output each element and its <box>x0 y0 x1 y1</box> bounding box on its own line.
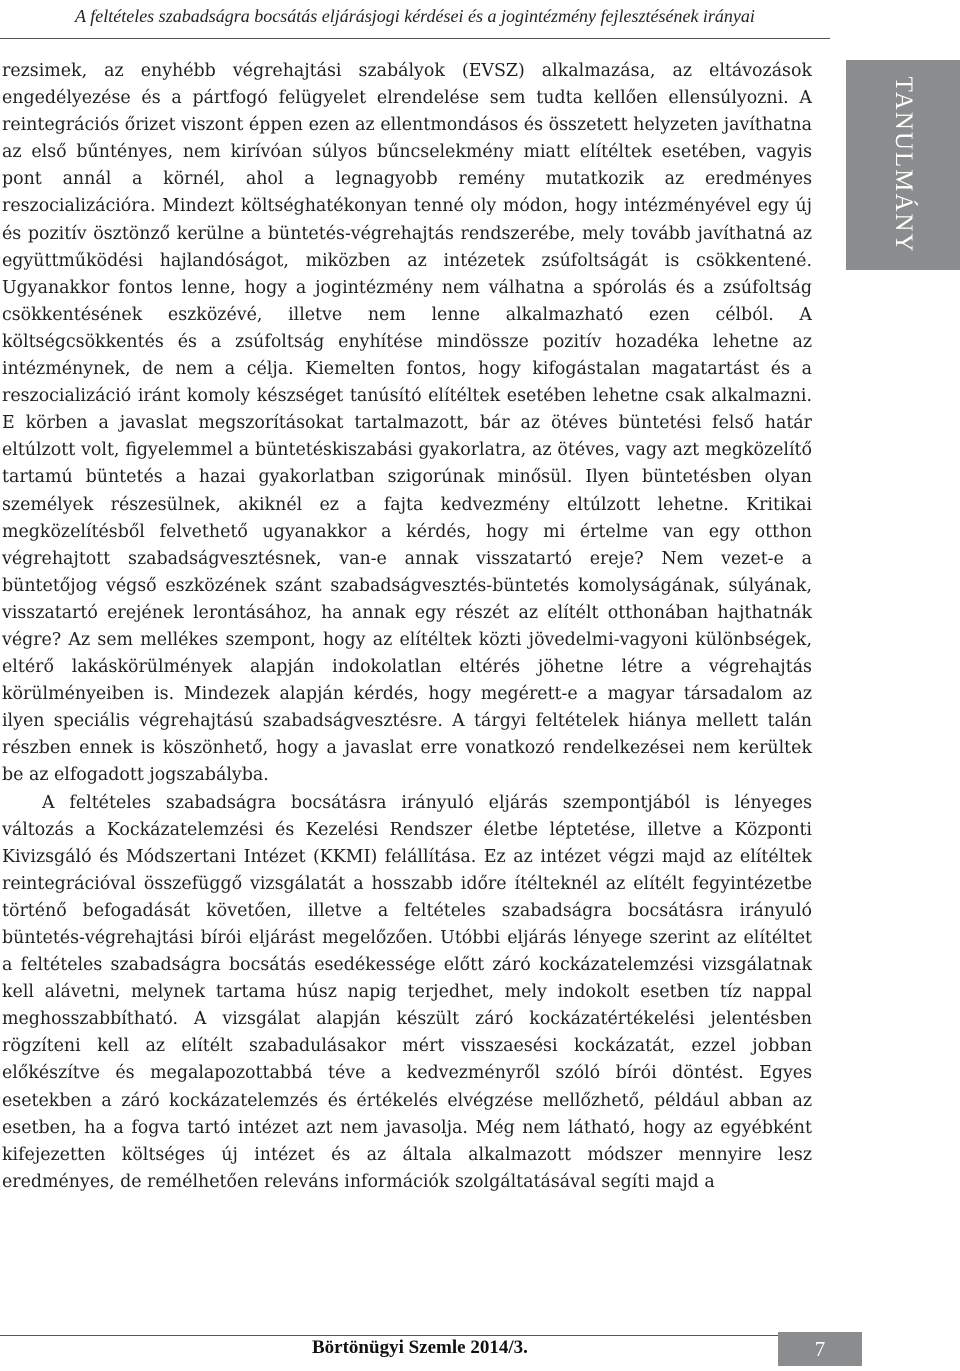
header-divider <box>0 38 830 39</box>
footer-divider <box>0 1335 862 1336</box>
paragraph: A feltételes szabadságra bocsátásra irányuló eljárás szempontjából is lényeges változás a Kockázatelemzési és Kezelési Rendszer életbe léptetése, illetve a Központi Kivizsgáló és Módszertani Intézet (KKMI) felállítása. Ez az intézet végzi majd az elítéltek reintegrációval összefüggő vizsgálatát a hosszabb időre ítélteknél az elítélt fegyintézetbe történő befogadását követően, illetve a feltételes szabadságra bocsátásra irányuló büntetés-végrehajtási bírói eljárást megelőzően. Utóbbi eljárás lényege szerint az elítéltet a feltételes szabadságra bocsátás esedékessége előtt záró kockázatelemzési vizsgálatnak kell alávetni, melynek tartama húsz napig terjedhet, mely indokolt esetben tíz nappal meghosszabbítható. A vizsgálat alapján készült záró kockázatértékelési jelentésben rögzíteni kell az elítélt szabadulásakor mért visszaesési kockázatát, ezzel jobban előkészítve és megalapozottabbá téve a kedvezményről szóló bírói döntést. Egyes esetekben a záró kockázatelemzés és értékelés elvégzése mellőzhető, például abban az esetben, ha a fogva tartó intézet azt nem javasolja. Még nem látható, hogy az egyébként kifejezetten költséges új intézet és az általa alkalmazott módszer mennyire lesz eredményes, de remélhetően releváns információk szolgáltatásával segíti majd a <box>2 792 812 1192</box>
article-body <box>2 58 812 1196</box>
paragraph-continued: rezsimek, az enyhébb végrehajtási szabályok (EVSZ) alkalmazása, az eltávozások engedélyezése és a pártfogó felügyelet elrendelése sem tudta kellően ellensúlyozni. A reintegrációs őrizet viszont éppen ezen az ellentmondásos és összetett helyzeten javíthatna az első bűntényes, nem kirívóan súlyos bűncselekmény miatt elítéltek esetében, vagyis pont annál a körnél, ahol a legnagyobb remény mutatkozik az eredményes reszocializációra. Mindezt költséghatékonyan tenné oly módon, hogy intézményével egy új és pozitív ösztönző kerülne a büntetés-végrehajtás rendszerébe, mely tovább javíthatná az együttműködési hajlandóságot, miközben az intézetek zsúfoltságát is csökkentené. Ugyanakkor fontos lenne, hogy a jogintézmény nem válhatna a spórolás és a zsúfoltság csökkentésének eszközévé, illetve nem lenne alkalmazható ezen célból. A költségcsökkentés és a zsúfoltság enyhítése mindössze pozitív hozadéka lehetne az intézménynek, de nem a célja. Kiemelten fontos, hogy kifogástalan magatartást és a reszocializáció iránt komoly készséget tanúsító elítéltek esetében lehetne csak alkalmazni. E körben a javaslat megszorításokat tartalmazott, bár az ötéves büntetési felső határ eltúlzott volt, figyelemmel a büntetéskiszabási gyakorlatra, az ötéves, vagy azt megközelítő tartamú büntetés a hazai gyakorlatban szigorúnak minősül. Ilyen büntetésben olyan személyek részesülnek, akiknél ez a fajta kedvezmény eltúlzott lehetne. Kritikai megközelítésből felvethető ugyanakkor a kérdés, hogy mi értelme van egy otthon végrehajtott szabadságvesztésnek, van-e annak visszatartó ereje? Nem vezet-e a büntetőjog végső eszközének szánt szabadságvesztés-büntetés komolyságának, súlyának, visszatartó erejének lerontásához, ha annak egy részét az elítélt otthonában hajthatnák végre? Az sem mellékes szempont, hogy az elítéltek közti jövedelmi-vagyoni különbségek, eltérő lakáskörülmények alapján indokolatlan eltérés jöhetne létre a végrehajtás körülményeiben is. Mindezek alapján kérdés, hogy megérett-e a magyar társadalom az ilyen speciális végrehajtású szabadságvesztésre. A tárgyi feltételek hiánya mellett talán részben ennek is köszönhető, hogy a javaslat erre vonatkozó rendelkezései nem kerültek be az elfogadott jogszabályba. <box>2 61 812 786</box>
running-header: A feltételes szabadságra bocsátás eljárásjogi kérdései és a jogintézmény fejlesztésének irányai <box>75 6 755 26</box>
section-tab-label: TANULMÁNY <box>890 76 917 254</box>
page-number: 7 <box>778 1332 862 1366</box>
journal-title: Börtönügyi Szemle 2014/3. <box>312 1337 528 1358</box>
section-tab <box>846 60 960 270</box>
